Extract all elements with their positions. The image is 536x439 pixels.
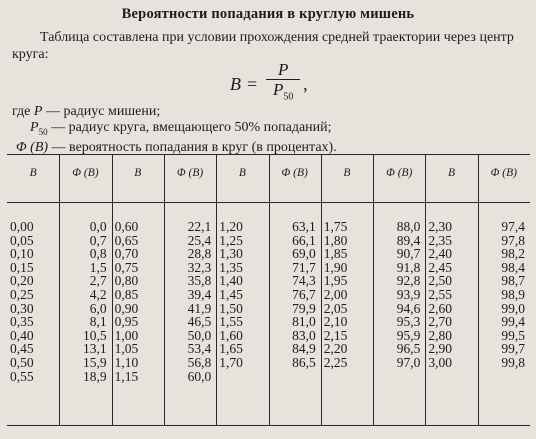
b-value: 0,20 (10, 273, 34, 289)
header-b-label: B (134, 167, 142, 179)
b-value: 1,85 (323, 246, 348, 262)
phi-value: 4,2 (89, 286, 107, 302)
b-value: 2,60 (428, 300, 453, 316)
phi-value: 99,0 (501, 300, 525, 316)
phi-value: 86,5 (292, 354, 316, 370)
header-phi-label: Φ (B) (386, 167, 413, 179)
b-value: 2,30 (428, 219, 453, 234)
definition-text: — радиус круга, вмещающего 50% попаданий; (47, 120, 332, 135)
phi-value: 93,9 (396, 286, 421, 302)
b-value: 1,50 (219, 300, 243, 316)
header-b (425, 167, 477, 179)
phi-value: 46,5 (187, 314, 212, 330)
formula (230, 62, 308, 106)
phi-value: 98,2 (501, 246, 525, 262)
phi-column (376, 220, 420, 370)
phi-value: 84,9 (292, 341, 316, 357)
b-value: 1,40 (219, 273, 243, 289)
b-value: 0,65 (114, 232, 139, 248)
phi-value: 56,8 (187, 354, 212, 370)
phi-value: 50,0 (187, 327, 212, 343)
phi-value: 60,0 (187, 368, 212, 384)
b-value: 1,90 (323, 259, 348, 275)
b-value: 0,80 (114, 273, 139, 289)
column-divider (216, 154, 217, 426)
column-divider (269, 154, 270, 426)
b-value: 1,45 (219, 286, 243, 302)
phi-value: 53,4 (187, 341, 212, 357)
b-value: 1,60 (219, 327, 243, 343)
phi-value: 41,9 (187, 300, 212, 316)
b-value: 2,70 (428, 314, 453, 330)
phi-value: 15,9 (82, 354, 107, 370)
phi-value: 81,0 (292, 314, 316, 330)
phi-value: 99,4 (501, 314, 525, 330)
phi-value: 18,9 (82, 368, 107, 384)
page-title: Вероятности попадания в круглую мишень (121, 6, 415, 22)
b-value: 2,80 (428, 327, 453, 343)
header-b (216, 167, 268, 179)
b-value: 0,60 (114, 219, 139, 234)
phi-value: 0,7 (89, 232, 107, 248)
formula-comma: , (303, 73, 308, 94)
header-phi (478, 167, 530, 179)
b-value: 0,05 (10, 232, 34, 248)
b-column (324, 220, 370, 370)
formula-equals: = (247, 73, 258, 94)
phi-value: 1,5 (89, 259, 107, 275)
phi-value: 13,1 (82, 341, 107, 357)
column-divider (478, 154, 479, 426)
phi-value: 35,8 (187, 273, 212, 289)
column-divider (59, 154, 60, 426)
phi-value: 39,4 (187, 286, 212, 302)
phi-value: 28,8 (187, 246, 212, 262)
b-value: 0,90 (114, 300, 139, 316)
b-value: 1,65 (219, 341, 243, 357)
b-value: 0,75 (114, 259, 139, 275)
phi-value: 89,4 (396, 232, 421, 248)
phi-value: 98,7 (501, 273, 525, 289)
phi-value: 99,8 (501, 354, 525, 370)
b-value: 1,00 (114, 327, 139, 343)
header-phi (164, 167, 216, 179)
phi-value: 63,1 (292, 219, 316, 234)
b-value: 1,30 (219, 246, 243, 262)
formula-den-subscript: 50 (283, 91, 294, 103)
b-value: 0,15 (10, 259, 34, 275)
b-value: 2,35 (428, 232, 453, 248)
b-value: 2,55 (428, 286, 453, 302)
phi-value: 98,4 (501, 259, 525, 275)
phi-value: 96,5 (396, 341, 421, 357)
column-divider (112, 154, 113, 426)
b-value: 0,45 (10, 341, 34, 357)
phi-column (62, 220, 106, 383)
phi-value: 99,7 (501, 341, 525, 357)
b-value: 1,20 (219, 219, 243, 234)
phi-value: 97,4 (501, 219, 525, 234)
b-value: 2,10 (323, 314, 348, 330)
b-value: 0,95 (114, 314, 139, 330)
b-value: 2,45 (428, 259, 453, 275)
b-value: 1,70 (219, 354, 243, 370)
phi-value: 22,1 (187, 219, 212, 234)
b-column (115, 220, 161, 383)
header-b-label: B (448, 167, 456, 179)
b-value: 2,15 (323, 327, 348, 343)
phi-value: 90,7 (396, 246, 421, 262)
b-column (428, 220, 474, 370)
phi-value: 32,3 (187, 259, 212, 275)
formula-lhs: B (230, 73, 241, 94)
header-phi (59, 167, 111, 179)
definitions (12, 104, 337, 156)
phi-value: 88,0 (396, 219, 421, 234)
phi-column (481, 220, 525, 370)
header-b-label: B (343, 167, 351, 179)
phi-value: 0,8 (89, 246, 107, 262)
b-value: 1,15 (114, 368, 139, 384)
phi-value: 79,9 (292, 300, 316, 316)
phi-value: 69,0 (292, 246, 316, 262)
phi-value: 98,9 (501, 286, 525, 302)
b-column (10, 220, 56, 383)
header-b-label: B (238, 167, 246, 179)
b-value: 0,10 (10, 246, 34, 262)
header-b (112, 167, 164, 179)
phi-value: 95,3 (396, 314, 421, 330)
phi-value: 94,6 (396, 300, 421, 316)
b-value: 1,80 (323, 232, 348, 248)
header-phi-label: Φ (B) (281, 167, 308, 179)
phi-value: 76,7 (292, 286, 316, 302)
b-value: 0,70 (114, 246, 139, 262)
header-phi (269, 167, 321, 179)
definition-text: — вероятность попадания в круг (в процентах). (48, 139, 337, 155)
phi-value: 97,0 (396, 354, 421, 370)
b-value: 3,00 (428, 354, 453, 370)
definition-text: — радиус мишени; (42, 104, 161, 119)
phi-value: 0,0 (89, 219, 107, 234)
b-value: 2,50 (428, 273, 453, 289)
phi-value: 10,5 (82, 327, 107, 343)
phi-value: 92,8 (396, 273, 421, 289)
phi-value: 97,8 (501, 232, 525, 248)
phi-value: 8,1 (89, 314, 107, 330)
phi-value: 71,7 (292, 259, 316, 275)
phi-value: 66,1 (292, 232, 316, 248)
b-value: 0,40 (10, 327, 34, 343)
definition-symbol: P (30, 120, 39, 135)
phi-column (272, 220, 316, 370)
header-phi-label: Φ (B) (72, 167, 99, 179)
b-value: 1,10 (114, 354, 139, 370)
definition-symbol: P (33, 104, 43, 119)
b-value: 0,00 (10, 219, 34, 234)
formula-fraction (266, 60, 300, 107)
phi-column (167, 220, 211, 383)
definition-target-radius (12, 104, 337, 120)
formula-den-symbol: P (272, 80, 284, 100)
phi-value: 95,9 (396, 327, 421, 343)
column-divider (321, 154, 322, 426)
b-value: 0,25 (10, 286, 34, 302)
phi-value: 74,3 (292, 273, 316, 289)
column-divider (425, 154, 426, 426)
b-value: 1,95 (323, 273, 348, 289)
phi-value: 6,0 (89, 300, 107, 316)
b-value: 2,90 (428, 341, 453, 357)
definition-symbol: Φ (B) (16, 139, 49, 155)
b-value: 2,00 (323, 286, 348, 302)
b-value: 1,05 (114, 341, 139, 357)
phi-value: 25,4 (187, 232, 212, 248)
definition-subscript: 50 (38, 126, 48, 137)
b-value: 0,35 (10, 314, 34, 330)
header-phi (373, 167, 425, 179)
b-value: 2,05 (323, 300, 348, 316)
b-value: 0,55 (10, 368, 34, 384)
header-b (7, 167, 59, 179)
definition-circle-radius (12, 120, 337, 140)
b-value: 2,25 (323, 354, 348, 370)
b-value: 2,40 (428, 246, 453, 262)
b-column (219, 220, 265, 370)
header-b-label: B (29, 167, 37, 179)
definition-lead: где (12, 104, 34, 119)
b-value: 0,30 (10, 300, 34, 316)
phi-value: 91,8 (396, 259, 421, 275)
formula-numerator: P (277, 60, 289, 80)
intro-paragraph: Таблица составлена при условии прохождения средней траектории через центр круга: (12, 30, 514, 62)
header-phi-label: Φ (B) (176, 167, 204, 179)
column-divider (164, 154, 165, 426)
header-b (321, 167, 373, 179)
phi-value: 83,0 (292, 327, 316, 343)
b-value: 1,75 (323, 219, 348, 234)
probability-table (7, 154, 530, 426)
b-value: 2,20 (323, 341, 348, 357)
b-value: 0,85 (114, 286, 139, 302)
phi-value: 2,7 (89, 273, 107, 289)
b-value: 0,50 (10, 354, 34, 370)
header-phi-label: Φ (B) (490, 167, 517, 179)
b-value: 1,25 (219, 232, 243, 248)
b-value: 1,35 (219, 259, 243, 275)
phi-value: 99,5 (501, 327, 525, 343)
column-divider (373, 154, 374, 426)
b-value: 1,55 (219, 314, 243, 330)
